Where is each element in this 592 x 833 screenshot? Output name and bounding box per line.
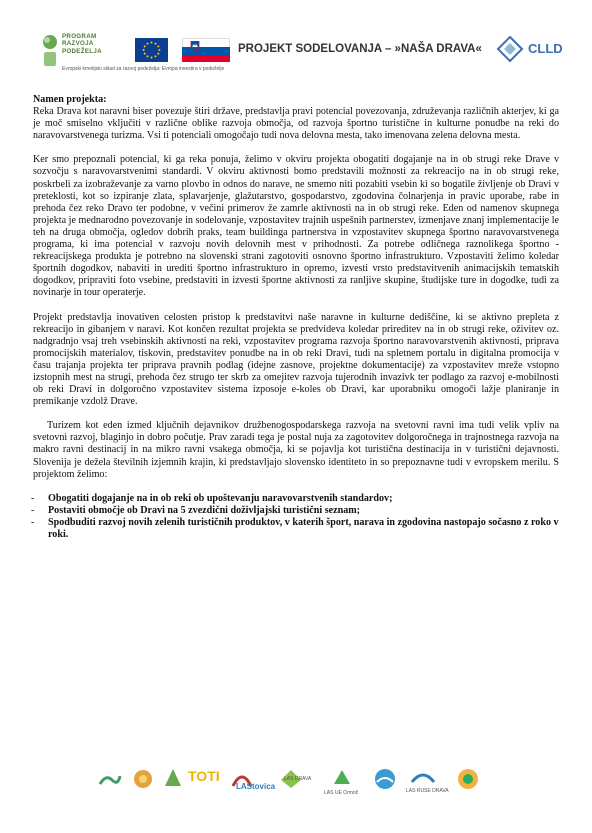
partner-logo-icon [454, 766, 482, 792]
partner-logo-icon [372, 766, 398, 792]
paragraph-tourism: Turizem kot eden izmed ključnih dejavnikov družbenogospodarskega razvoja na svetovni ravni ima tudi velik vpliv na svetovni razvoj, blaginjo in dobro počutje. Prav zaradi tega je postal nuja za zagotovitev dolgoročnega in trajnostnega razvoja na makro ravni destinacij in na mikro ravni vsakega območja, ki se pojavlja kot turistična destinacija in v turistični dejavnosti. Slovenija je dežela številnih izjemnih krajin, ki predstavljajo slovensko identiteto in so prepoznavne tudi v evropskem merilu. S projektom želimo: [33, 420, 559, 480]
eu-flag-icon [135, 38, 168, 62]
goal-item: - Obogatiti dogajanje na in ob reki ob upoštevanju naravovarstvenih standardov; [33, 493, 559, 505]
partner-logo-icon [330, 766, 354, 792]
prp-logo-text: PROGRAM RAZVOJA PODEŽELJA [62, 33, 102, 55]
goal-item: - Spodbuditi razvoj novih zelenih turističnih produktov, v katerih šport, narava in zgodovina nastopajo sočasno z roko v roki. [33, 517, 559, 541]
document-body [33, 94, 559, 541]
section-heading: Namen projekta: [33, 94, 107, 105]
las-ormoz-label: LAS UE Ormož [324, 790, 359, 796]
paragraph-intro: Reka Drava kot naravni biser povezuje štiri države, predstavlja pravi potencial povezovanja, združevanja različnih akterjev, ki ga je moč smiselno vključiti v različne oblike razvoja območja, od razvoja športno turistične in kulturne ponudbe na reki do naravovarstvenega turizma. Vsi ti potenciali omogočajo tudi nova delovna mesta, tako imenovana zelena delovna mesta. [33, 106, 559, 142]
clld-logo-text: CLLD [528, 41, 563, 56]
paragraph-approach: Projekt predstavlja inovativen celosten pristop k predstavitvi naše naravne in kulturne dediščine, ki se aktivno prepleta z rekreacijo in gibanjem v naravi. Kot končen rezultat projekta se predvideva koledar prireditev na in ob strugi reke, oživitev oz. nadgradnjo vsaj treh vsebinskih aktivnosti na reki, vzpostavitev programa razvoja športno naravovarstvenih aktivnosti, priprava promocijskih materialov, tiskovin, predstavitev ponudbe na in ob reki Dravi, tudi na spletnem portalu in digitalna promocija v času trajanja projekta ter priprava pravnih podlag (idejne zasnove, projektne dokumentacije) za vzpostavitev mreže vstopno izstopnih mest na strugi, prehoda čez strugo ter skrb za omejitev razvoja tujerodnih invazivk ter podlago za razvoj e-mobilnosti ob reki Dravi in dolgoročno vzpostavitev sistema izposoje e-koles ob Dravi, kar uporabniku omogoči lažje planiranje in premikanje vzdolž Drave. [33, 311, 559, 408]
partner-logo-icon [162, 766, 184, 792]
partner-logos [98, 766, 518, 796]
goals-list [33, 493, 559, 541]
goal-item: - Postaviti območje ob Dravi na 5 zvezdični doživljajski turistični seznam; [33, 505, 559, 517]
lastovica-logo-text: LAStovica [236, 782, 276, 791]
partner-logo-icon [130, 766, 156, 792]
toti-logo-text: TOTI [188, 768, 220, 784]
partner-logo-icon [98, 766, 122, 792]
page-header [0, 0, 592, 90]
slovenia-flag-icon [182, 38, 230, 62]
funding-caption: Evropski kmetijski sklad za razvoj podeželja: Evropa investira v podeželje [62, 66, 225, 72]
las-drava-label: LAS DRAVA [284, 776, 312, 782]
project-title: PROJEKT SODELOVANJA – »NAŠA DRAVA« [238, 43, 482, 55]
las-ruse-label: LAS RUSE DRAVA [406, 788, 449, 794]
paragraph-activities: Ker smo prepoznali potencial, ki ga reka ponuja, želimo v okviru projekta obogatiti dogajanje na in ob strugi reke Drave v sozvočju s naravovarstvenimi standardi. V okviru aktivnosti bomo predstavili možnosti za rekreacijo na in ob strugi reke, poskrbeli za izobraževanje za varno plovbo in odnos do narave, ne smemo niti pozabiti vsebin ki so bogatile življenje ob Dravi v preteklosti, kot so izpiranje zlata, splavarjenje, glažutarstvo, gospodarstvo, zgodovina čolnarjenja in pravic uporabe, rabe in prehoda čez reko Dravo ter podobne, v večini primerov že zamrle aktivnosti na in ob strugi reke. Eden od namenov skupnega projekta je mednarodno povezovanje in sodelovanje, vzpostavitev trajnih uspešnih partnerstev, izmenjave znanj implementacije le teh na druga območja, ogledov dobrih praks, team buildinga partnerstva in vzpostavitev skupnega športno naravovarstvenega programa, ki ima potencial v razvoju novih delovnih mest v prihodnosti. Za potrebe odličnega raznolikega športno - rekreacijskega produkta je potrebno na slovenski strani zagotoviti osnovno športno infrastrukturo. Vzpostaviti želimo koledar športnih dogodkov, nabaviti in urediti športno infrastrukturo in opremo, izvesti vrsto predstavitvenih animacijskih tematskih dogodkov, pripraviti foto vsebine, predstaviti in izvesti športne aktivnosti za ranljive skupine, študijske ture in dogodke, tudi za novinarje in tour operaterje. [33, 154, 559, 299]
